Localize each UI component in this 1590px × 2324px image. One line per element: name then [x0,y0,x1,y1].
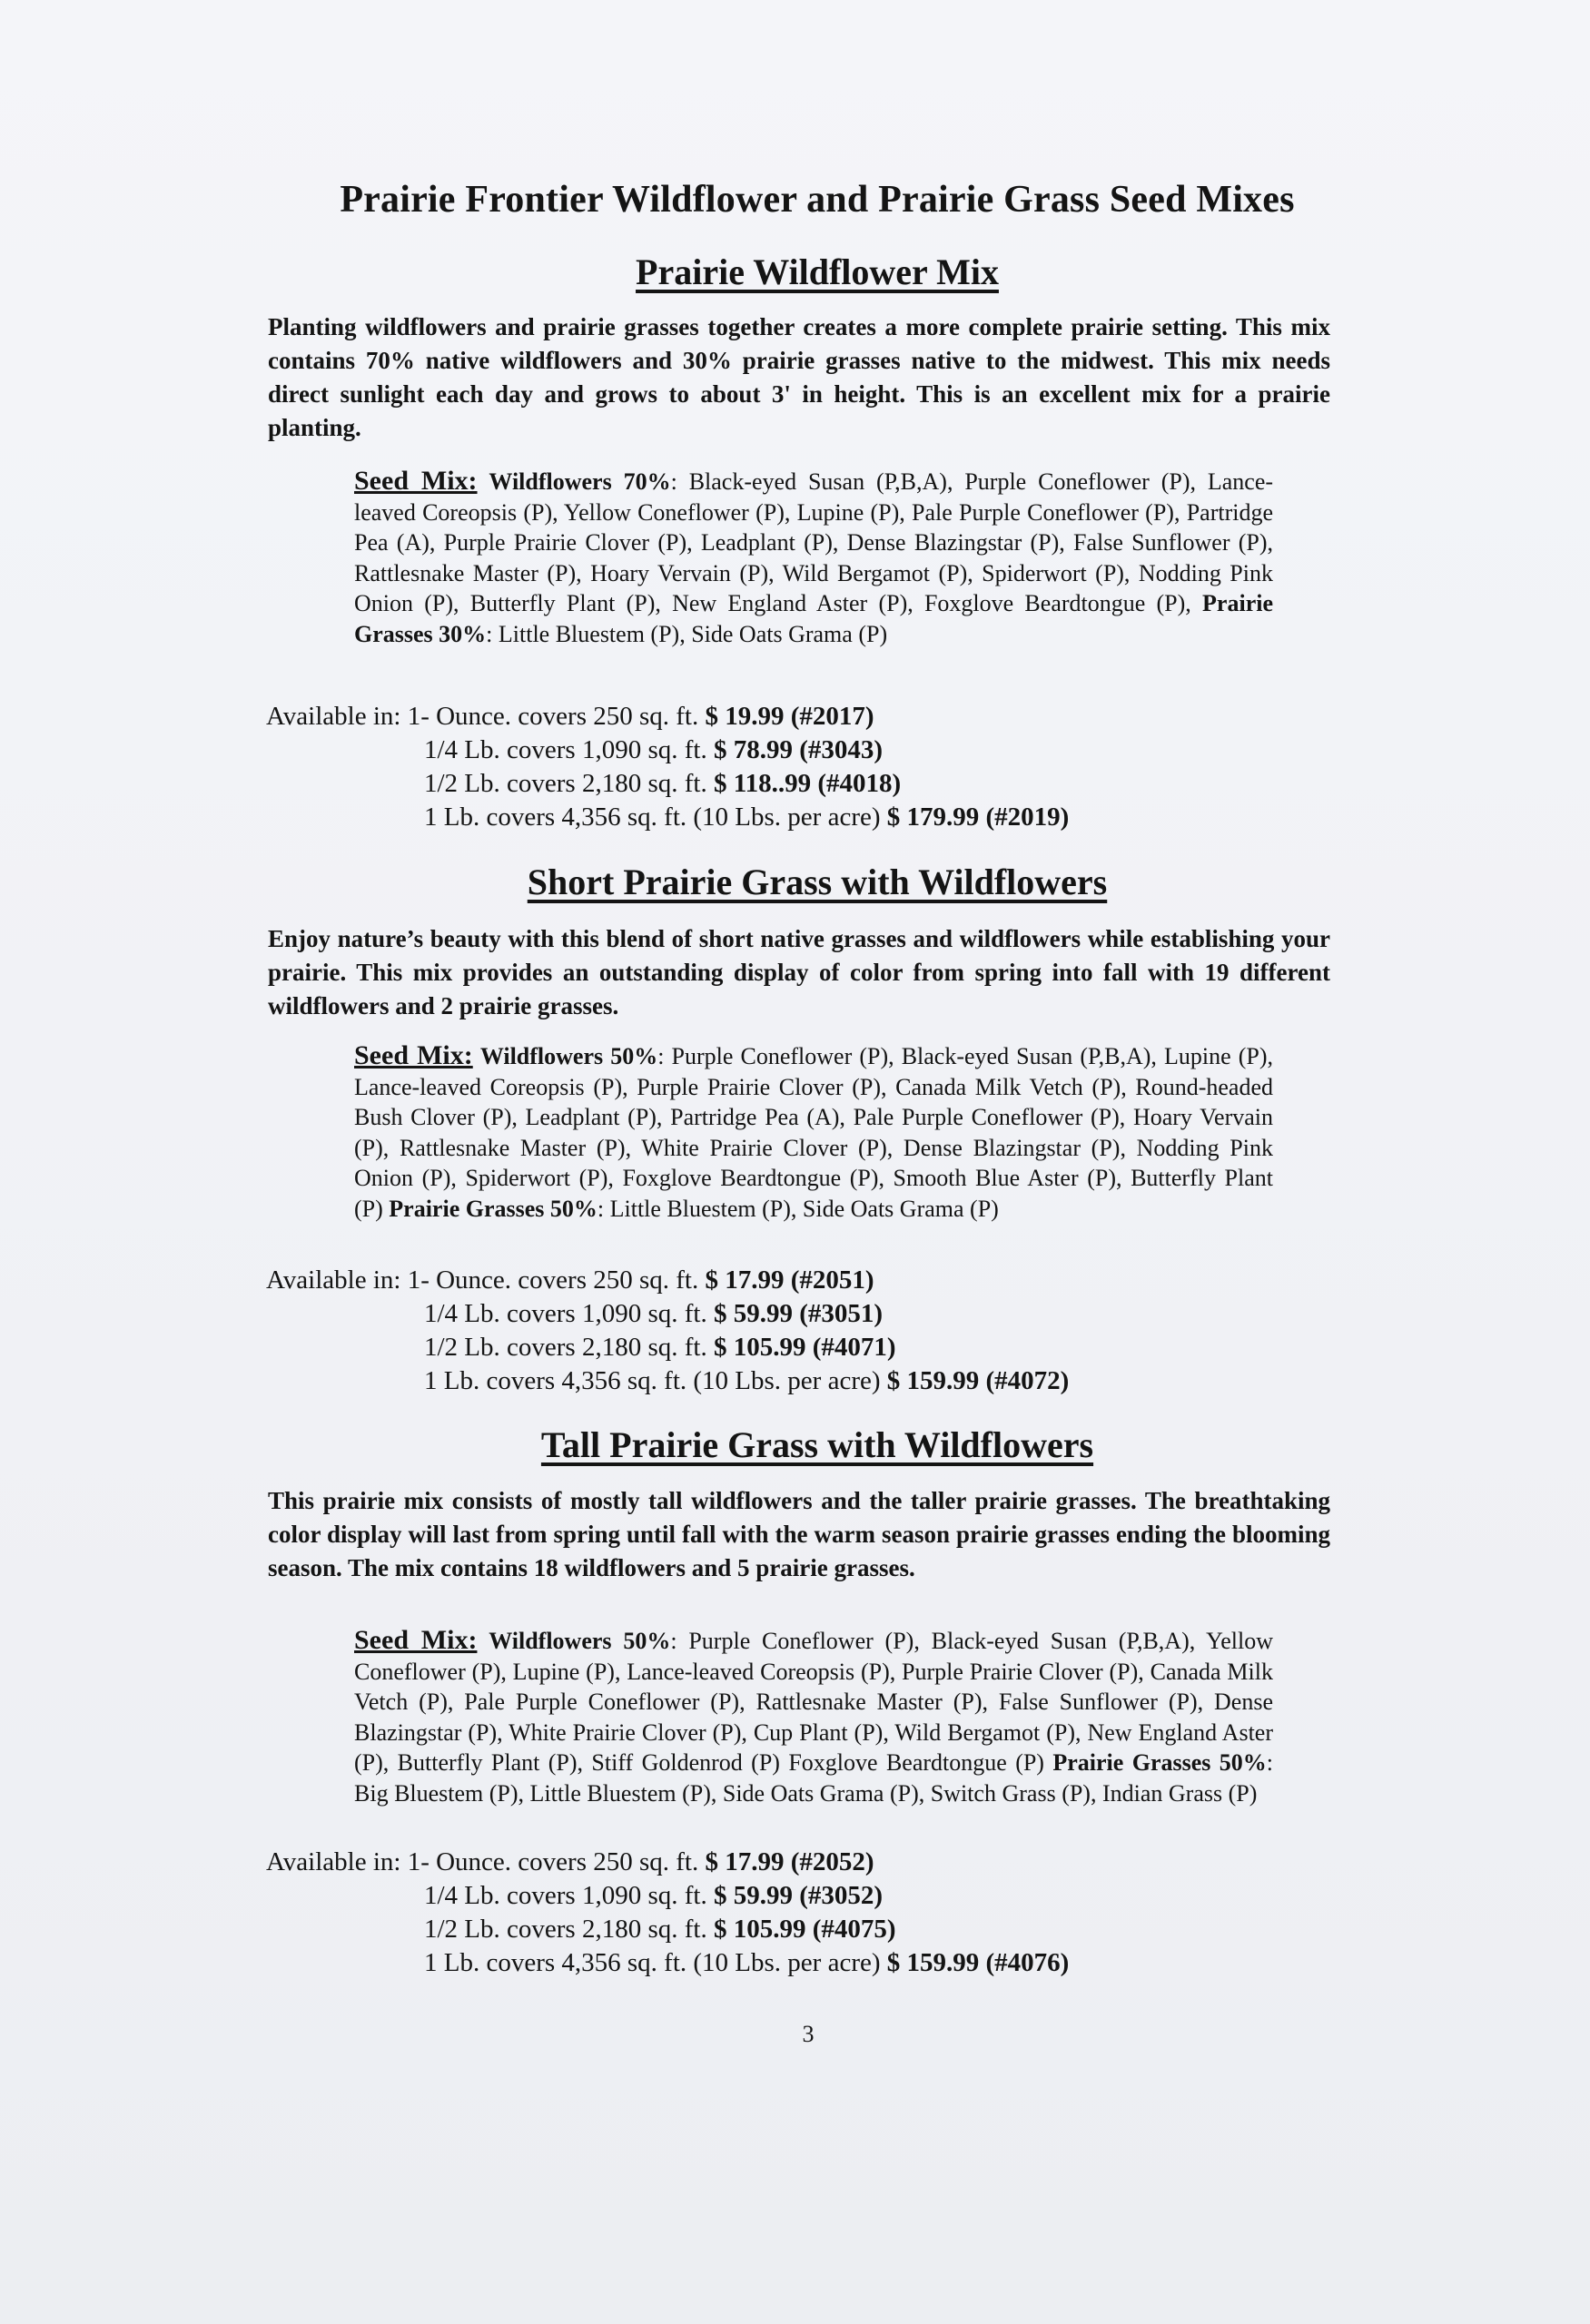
availability-row: 1/2 Lb. covers 2,180 sq. ft. $ 118..99 (#4018) [424,769,902,798]
page-title: Prairie Frontier Wildflower and Prairie Grass Seed Mixes [340,179,1295,221]
availability-row: 1 Lb. covers 4,356 sq. ft. (10 Lbs. per acre) $ 159.99 (#4076) [424,1948,1070,1977]
availability-list [266,1264,1265,1398]
section-intro: Planting wildflowers and prairie grasses together creates a more complete prairie setting. This mix contains 70% native wildflowers and 30% prairie grasses native to the midwest. This mix needs direct sunlight each day and grows to about 3' in height. This is an excellent mix for a prairie planting. [268,313,1330,441]
seed-mix-label: Seed Mix: [354,1625,478,1655]
availability-row: 1/4 Lb. covers 1,090 sq. ft. $ 59.99 (#3052) [424,1881,884,1910]
section-heading-short-prairie-grass: Short Prairie Grass with Wildflowers [527,862,1108,902]
section-heading-prairie-wildflower-mix: Prairie Wildflower Mix [636,251,999,292]
wildflower-list: : Purple Coneflower (P), Black-eyed Susan (P,B,A), Yellow Coneflower (P), Lupine (P), Lance-leaved Coreopsis (P), Purple Prairie Clover (P), Canada Milk Vetch (P), Pale Purple Coneflower (P), Rattlesnake Master (P), False Sunflower (P), Dense Blazingstar (P), White Prairie Clover (P), Cup Plant (P), Wild Bergamot (P), New England Aster (P), Butterfly Plant (P), Stiff Goldenrod (P) Foxglove Beardtongue (P) [354,1628,1274,1776]
price: $ 159.99 (#4076) [886,1948,1070,1977]
seed-mix-paragraph [354,1040,1273,1224]
availability-row: 1/2 Lb. covers 2,180 sq. ft. $ 105.99 (#4071) [424,1333,896,1362]
price: $ 78.99 (#3043) [713,735,884,764]
available-label: Available in: [266,1847,401,1876]
wildflowers-percent: Wildflowers 50% [489,1628,671,1654]
price: $ 105.99 (#4071) [713,1333,896,1362]
availability-list [266,1846,1265,1980]
price: $ 17.99 (#2051) [705,1265,874,1295]
page-number: 3 [802,2021,815,2047]
section-heading-tall-prairie-grass: Tall Prairie Grass with Wildflowers [540,1424,1094,1465]
grasses-percent: Prairie Grasses 50% [1052,1749,1267,1776]
price: $ 105.99 (#4075) [713,1915,896,1944]
seed-mix-paragraph [354,466,1273,649]
availability-row: 1 Lb. covers 4,356 sq. ft. (10 Lbs. per acre) $ 179.99 (#2019) [424,803,1070,832]
available-label: Available in: [266,702,401,731]
wildflowers-percent: Wildflowers 50% [479,1043,658,1069]
wildflowers-percent: Wildflowers 70% [489,468,671,495]
availability-row: Available in: 1- Ounce. covers 250 sq. ft. $ 17.99 (#2052) [266,1847,874,1876]
price: $ 179.99 (#2019) [886,803,1070,832]
section-intro: Enjoy nature’s beauty with this blend of short native grasses and wildflowers while establishing your prairie. This mix provides an outstanding display of color from spring into fall with 19 different wildflowers and 2 prairie grasses. [268,925,1330,1019]
price: $ 59.99 (#3051) [713,1299,884,1328]
grasses-percent: Prairie Grasses 30% [354,590,1273,647]
seed-mix-label: Seed Mix: [354,466,478,496]
section-intro: This prairie mix consists of mostly tall wildflowers and the taller prairie grasses. The breathtaking color display will last from spring until fall with the warm season prairie grasses ending the blooming season. The mix contains 18 wildflowers and 5 prairie grasses. [268,1487,1330,1581]
availability-row: Available in: 1- Ounce. covers 250 sq. ft. $ 17.99 (#2051) [266,1265,874,1295]
wildflower-list: : Black-eyed Susan (P,B,A), Purple Coneflower (P), Lance-leaved Coreopsis (P), Yellow Coneflower (P), Lupine (P), Pale Purple Coneflower (P), Partridge Pea (A), Purple Prairie Clover (P), Leadplant (P), Dense Blazingstar (P), False Sunflower (P), Rattlesnake Master (P), Hoary Vervain (P), Wild Bergamot (P), Spiderwort (P), Nodding Pink Onion (P), Butterfly Plant (P), New England Aster (P), Foxglove Beardtongue (P), [354,468,1274,616]
grass-list: : Big Bluestem (P), Little Bluestem (P), Side Oats Grama (P), Switch Grass (P), Indian Grass (P) [354,1749,1274,1807]
grass-list: : Little Bluestem (P), Side Oats Grama (P) [486,620,888,647]
seed-mix-label: Seed Mix: [354,1040,473,1070]
availability-row: 1/4 Lb. covers 1,090 sq. ft. $ 59.99 (#3051) [424,1299,884,1328]
grasses-percent: Prairie Grasses 50% [389,1195,597,1222]
price: $ 59.99 (#3052) [713,1881,884,1910]
price: $ 159.99 (#4072) [886,1366,1070,1395]
availability-row: Available in: 1- Ounce. covers 250 sq. ft. $ 19.99 (#2017) [266,702,874,731]
price: $ 118..99 (#4018) [713,769,902,798]
availability-row: 1/4 Lb. covers 1,090 sq. ft. $ 78.99 (#3043) [424,735,884,764]
price: $ 19.99 (#2017) [705,702,874,731]
grass-list: : Little Bluestem (P), Side Oats Grama (P) [597,1195,999,1222]
seed-mix-paragraph [354,1625,1273,1808]
availability-list [266,700,1265,834]
availability-row: 1 Lb. covers 4,356 sq. ft. (10 Lbs. per acre) $ 159.99 (#4072) [424,1366,1070,1395]
price: $ 17.99 (#2052) [705,1847,874,1876]
available-label: Available in: [266,1265,401,1295]
wildflower-list: : Purple Coneflower (P), Black-eyed Susan (P,B,A), Lupine (P), Lance-leaved Coreopsis (P), Purple Prairie Clover (P), Canada Milk Vetch (P), Round-headed Bush Clover (P), Leadplant (P), Partridge Pea (A), Pale Purple Coneflower (P), Hoary Vervain (P), Rattlesnake Master (P), White Prairie Clover (P), Dense Blazingstar (P), Nodding Pink Onion (P), Spiderwort (P), Foxglove Beardtongue (P), Smooth Blue Aster (P), Butterfly Plant (P) [354,1043,1274,1222]
availability-row: 1/2 Lb. covers 2,180 sq. ft. $ 105.99 (#4075) [424,1915,896,1944]
